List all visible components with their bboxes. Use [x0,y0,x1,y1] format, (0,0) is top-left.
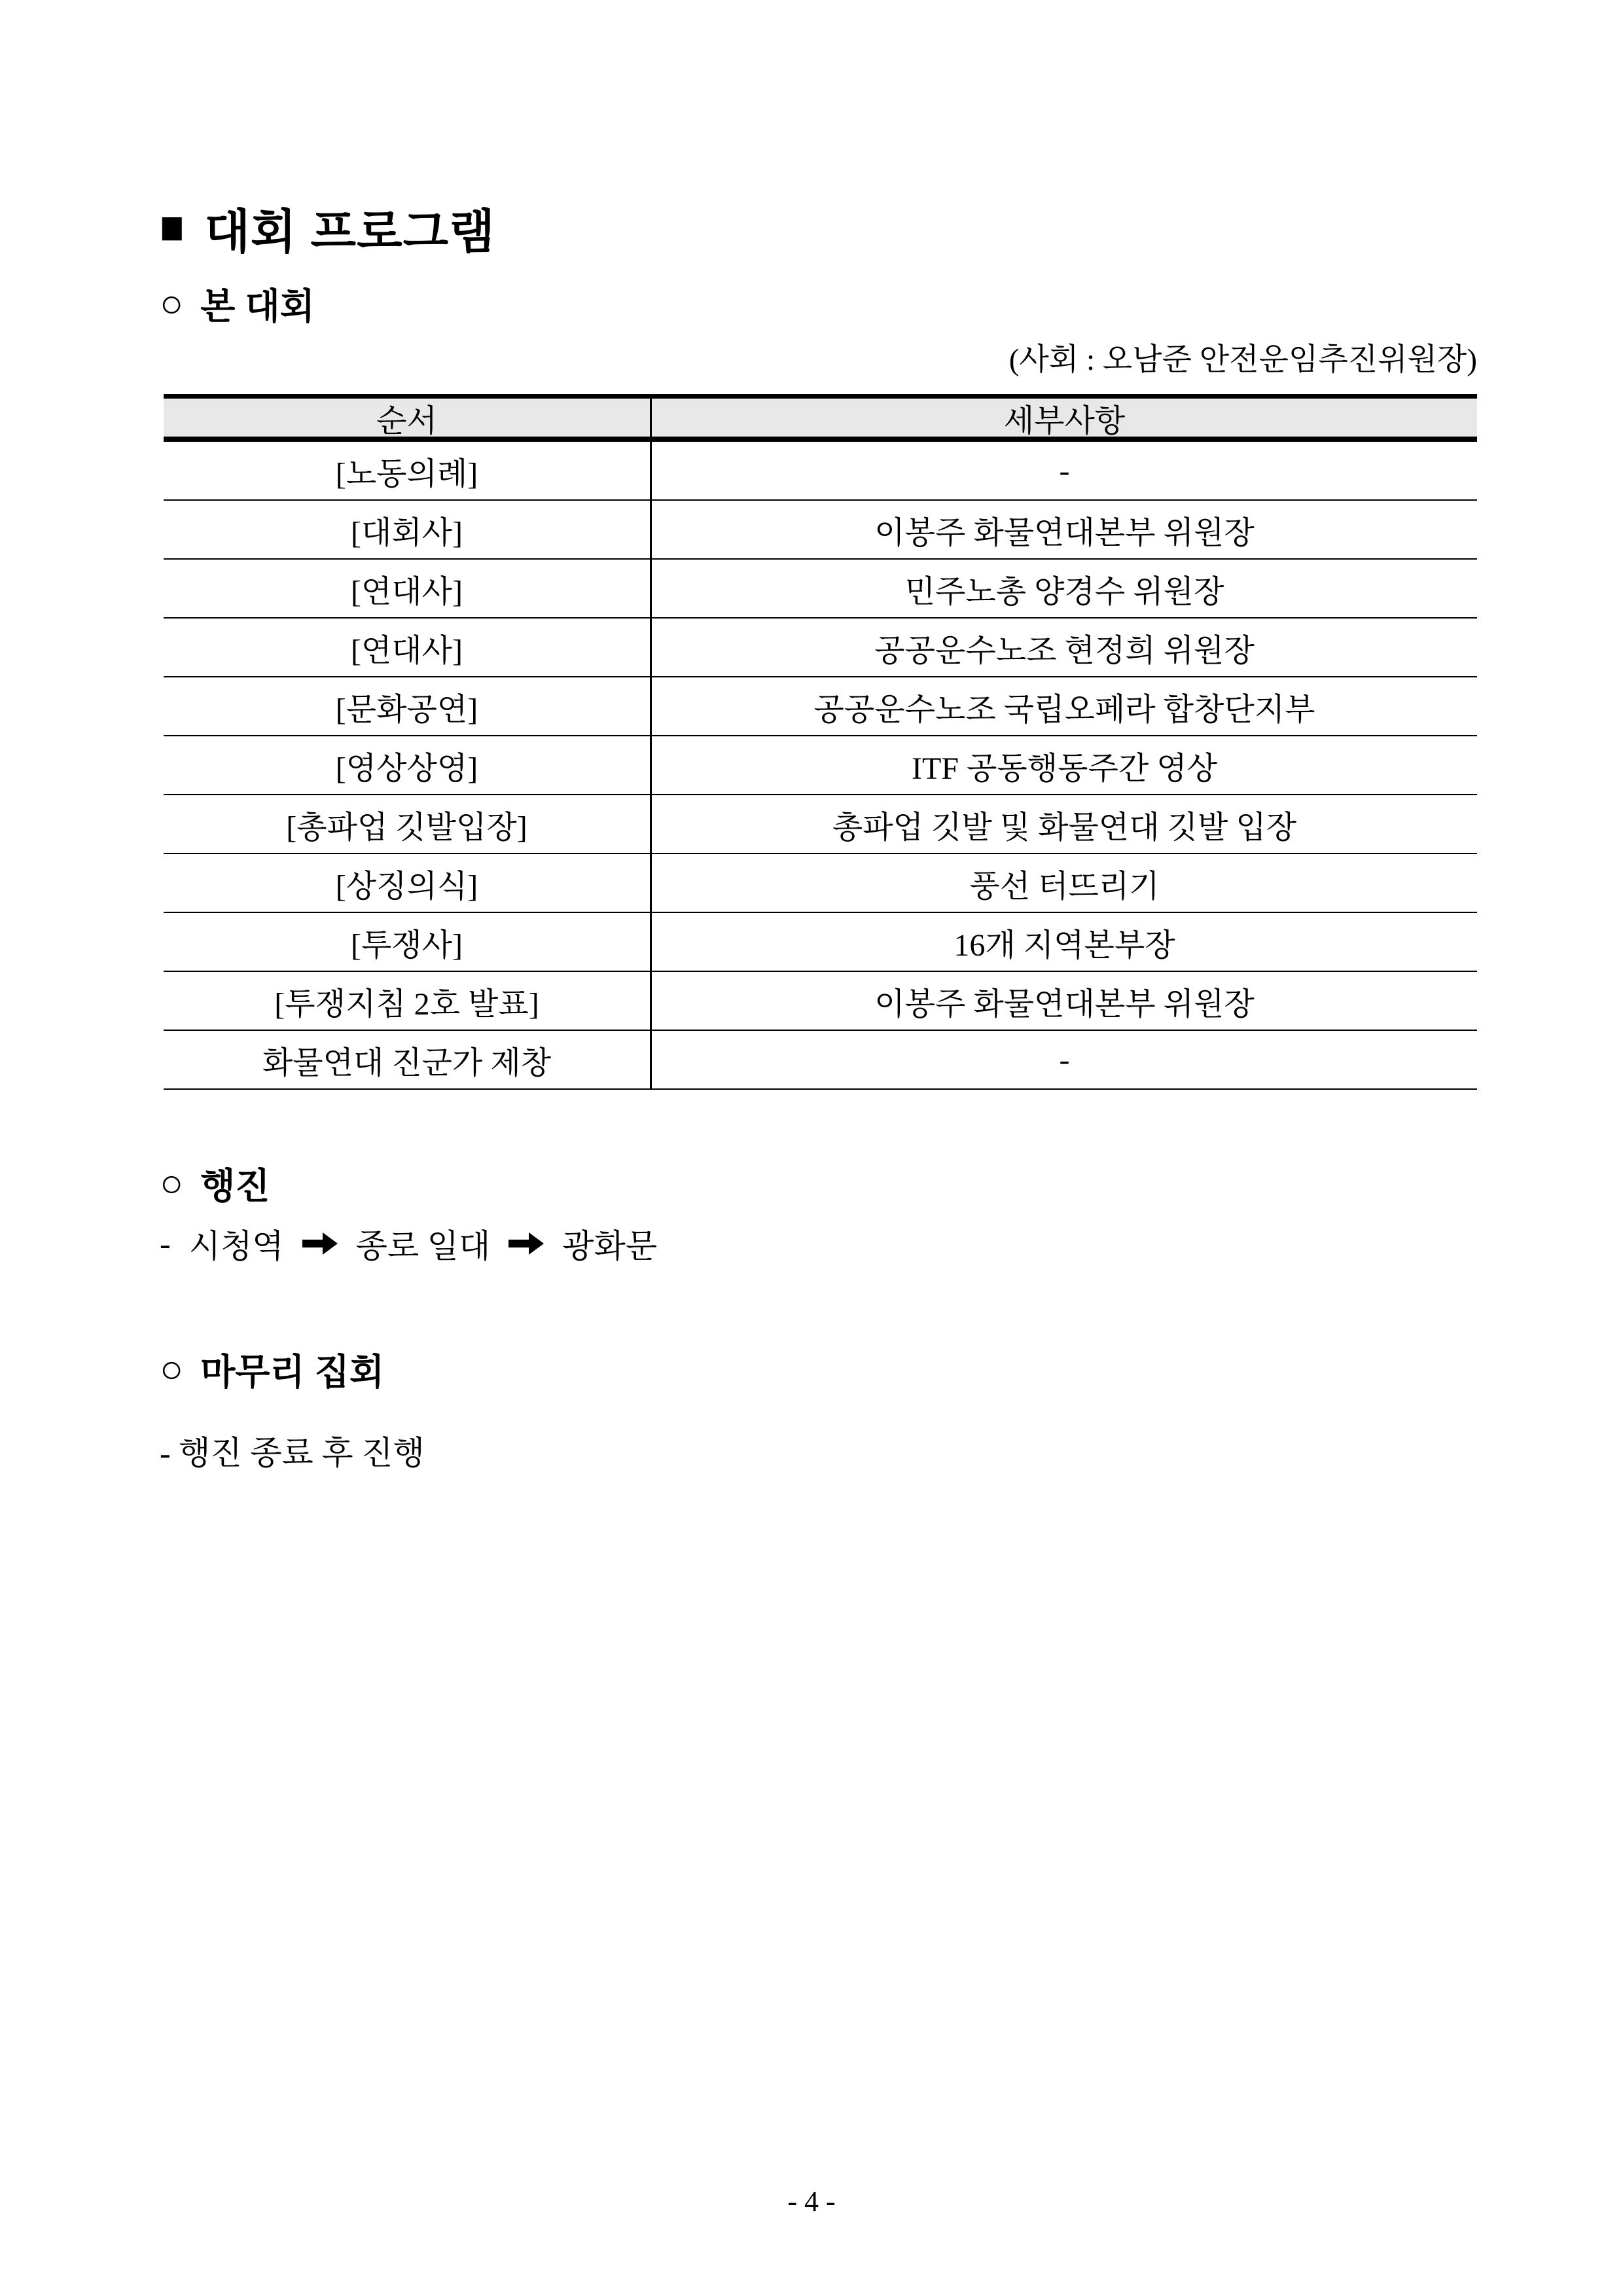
cell-order: [상징의식] [164,854,652,912]
cell-order: [노동의례] [164,442,652,499]
cell-order: [문화공연] [164,677,652,735]
route-stop: 시청역 [188,1228,284,1265]
mc-note: (사회 : 오남준 안전운임추진위원장) [1008,343,1477,377]
section-heading-text: 마무리 집회 [200,1352,385,1392]
circle-bullet-icon: ○ [160,281,184,325]
cell-order: 화물연대 진군가 제창 [164,1031,652,1088]
table-row [164,795,1477,854]
cell-order: [영상상영] [164,736,652,794]
table-header-row [164,399,1477,442]
closing-note: - 행진 종료 후 진행 [160,1435,425,1471]
march-route [160,1220,657,1267]
table-row [164,854,1477,913]
page-number: - 4 - [787,2185,836,2217]
section-heading-text: 본 대회 [200,286,315,327]
cell-details: 16개 지역본부장 [954,927,1175,963]
cell-details: 이봉주 화물연대본부 위원장 [874,986,1255,1022]
cell-order: [연대사] [164,619,652,676]
cell-details: - [1059,453,1070,488]
cell-details: 공공운수노조 국립오페라 합창단지부 [813,692,1315,727]
cell-order: [연대사] [164,560,652,617]
cell-order: [투쟁사] [164,913,652,971]
program-table [164,394,1477,1090]
cell-order: [투쟁지침 2호 발표] [164,972,652,1030]
doc-title [160,194,495,262]
table-row [164,913,1477,972]
route-stop: 종로 일대 [355,1228,491,1265]
cell-details: ITF 공동행동주간 영상 [912,751,1217,786]
table-row [164,442,1477,501]
section-heading-text: 행진 [200,1166,270,1206]
section-heading-closing-rally [160,1343,384,1395]
table-row [164,1031,1477,1090]
column-header-order: 순서 [164,399,652,437]
column-header-details: 세부사항 [1003,403,1126,439]
doc-title-text: 대회 프로그램 [204,206,495,259]
cell-details: 풍선 터뜨리기 [969,869,1160,904]
table-row [164,677,1477,736]
table-row [164,619,1477,677]
cell-details: 이봉주 화물연대본부 위원장 [874,515,1255,550]
table-row [164,736,1477,795]
route-stop: 광화문 [562,1228,658,1265]
circle-bullet-icon: ○ [160,1160,184,1205]
right-arrow-icon [508,1232,544,1255]
cell-details: 총파업 깃발 및 화물연대 깃발 입장 [832,810,1297,845]
section-heading-main-event [160,278,315,329]
right-arrow-icon [302,1232,338,1255]
cell-details: 공공운수노조 현정희 위원장 [874,633,1255,668]
cell-order: [총파업 깃발입장] [164,795,652,853]
cell-details: - [1059,1042,1070,1077]
table-row [164,972,1477,1031]
circle-bullet-icon: ○ [160,1346,184,1391]
section-heading-march [160,1157,270,1209]
table-row [164,560,1477,619]
cell-order: [대회사] [164,501,652,558]
table-row [164,501,1477,560]
square-bullet-icon: ■ [160,200,185,255]
route-dash: - [160,1225,171,1262]
cell-details: 민주노총 양경수 위원장 [904,574,1224,609]
